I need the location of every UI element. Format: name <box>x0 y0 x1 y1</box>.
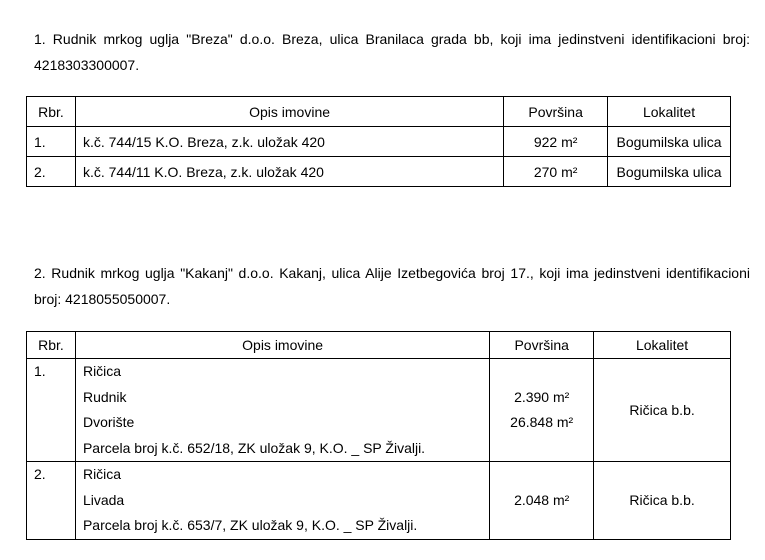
povrsina-value: 2.390 m² <box>514 388 570 405</box>
cell-povrsina: 2.048 m² <box>490 462 594 540</box>
rbr-text: 1. <box>34 363 46 379</box>
table-row <box>27 157 731 187</box>
table-header-row <box>27 332 731 359</box>
section1-paragraph: 1. Rudnik mrkog uglja "Breza" d.o.o. Breza, ulica Branilaca grada bb, koji ima jedinstveni identifikacioni broj: 4218303300007. <box>34 31 750 73</box>
cell-povrsina <box>490 359 594 462</box>
cell-opis <box>75 359 489 462</box>
cell-rbr: 1. <box>27 127 76 157</box>
opis-line: Livada <box>82 491 125 508</box>
section1-table <box>26 96 731 187</box>
opis-line: Rudnik <box>82 388 127 405</box>
cell-rbr: 2. <box>27 157 76 187</box>
section2-paragraph: 2. Rudnik mrkog uglja "Kakanj" d.o.o. Kakanj, ulica Alije Izetbegovića broj 17., koji ima jedinstveni identifikacioni broj: 4218055050007. <box>34 265 750 307</box>
cell-lokalitet: Ričica b.b. <box>594 359 731 462</box>
cell-opis <box>75 462 489 540</box>
table-row <box>27 462 731 540</box>
opis-line: Ričica <box>82 466 122 482</box>
header-lokalitet: Lokalitet <box>608 97 731 127</box>
cell-lokalitet: Bogumilska ulica <box>608 127 731 157</box>
opis-line: Ričica <box>82 363 122 379</box>
header-opis: Opis imovine <box>75 332 489 359</box>
table-header-row <box>27 97 731 127</box>
cell-lokalitet: Ričica b.b. <box>594 462 731 540</box>
header-lokalitet: Lokalitet <box>594 332 731 359</box>
cell-povrsina: 270 m² <box>504 157 608 187</box>
opis-line: Parcela broj k.č. 653/7, ZK uložak 9, K.O. _ SP Živalji. <box>82 517 418 533</box>
cell-rbr <box>27 462 76 540</box>
header-povrsina: Površina <box>490 332 594 359</box>
cell-opis: k.č. 744/15 K.O. Breza, z.k. uložak 420 <box>75 127 503 157</box>
table-row <box>27 359 731 462</box>
header-opis: Opis imovine <box>75 97 503 127</box>
opis-line: Dvorište <box>82 414 135 430</box>
header-rbr: Rbr. <box>27 332 76 359</box>
opis-line: Parcela broj k.č. 652/18, ZK uložak 9, K.O. _ SP Živalji. <box>82 439 426 456</box>
rbr-text: 2. <box>34 466 46 482</box>
header-povrsina: Površina <box>504 97 608 127</box>
header-rbr: Rbr. <box>27 97 76 127</box>
cell-opis: k.č. 744/11 K.O. Breza, z.k. uložak 420 <box>75 157 503 187</box>
cell-rbr <box>27 359 76 462</box>
cell-povrsina: 922 m² <box>504 127 608 157</box>
cell-lokalitet: Bogumilska ulica <box>608 157 731 187</box>
section2-table <box>26 331 731 540</box>
povrsina-value: 26.848 m² <box>510 414 574 430</box>
table-row <box>27 127 731 157</box>
